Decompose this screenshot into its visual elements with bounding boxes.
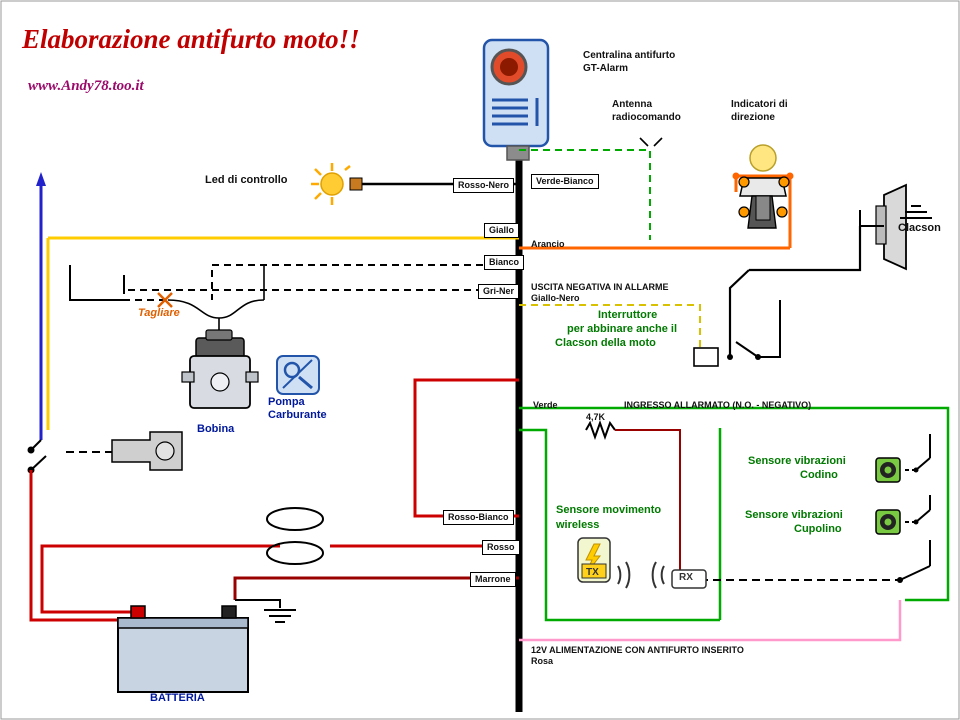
- label-interruttore-line3: Clacson della moto: [555, 337, 656, 349]
- label-sensore-codino-line2: Codino: [800, 469, 838, 481]
- sensor-codino: [876, 458, 930, 482]
- note-uscita-negativa: USCITA NEGATIVA IN ALLARME: [531, 282, 669, 292]
- wire-rosso-bianco: [415, 380, 519, 516]
- label-tx: TX: [586, 567, 599, 578]
- label-pompa-line2: Carburante: [268, 409, 327, 421]
- label-bobina: Bobina: [197, 423, 235, 435]
- control-led: [311, 163, 350, 205]
- wire-bianco: [212, 265, 519, 300]
- page-title: Elaborazione antifurto moto!!: [22, 24, 360, 54]
- label-led-controllo: Led di controllo: [205, 174, 288, 186]
- note-uscita-negativa-color: Giallo-Nero: [531, 293, 580, 303]
- wire-gri-ner: [124, 275, 519, 290]
- wire-tag-rosso-bianco: Rosso-Bianco: [443, 510, 514, 525]
- connector-oval-2: [267, 542, 323, 564]
- note-alimentazione-color: Rosa: [531, 656, 554, 666]
- ignition-switch: [29, 440, 47, 473]
- antenna-radiocomando: [519, 138, 662, 240]
- label-interruttore-line1: Interruttore: [598, 309, 658, 321]
- label-batteria: BATTERIA: [150, 692, 205, 704]
- rf-waves: [618, 562, 664, 588]
- wire-tag-gri-ner: Gri-Ner: [478, 284, 519, 299]
- alarm-control-unit: [484, 40, 548, 160]
- label-pompa-line1: Pompa: [268, 396, 305, 408]
- site-subtitle: www.Andy78.too.it: [28, 78, 144, 94]
- note-alimentazione: 12V ALIMENTAZIONE CON ANTIFURTO INSERITO: [531, 645, 744, 655]
- label-sensore-codino-line1: Sensore vibrazioni: [748, 455, 846, 467]
- label-tagliare: Tagliare: [138, 307, 180, 319]
- label-resistor: 4,7K: [586, 412, 606, 422]
- wire-tag-bianco: Bianco: [484, 255, 524, 270]
- connector-oval-1: [267, 508, 323, 530]
- clacson-switch: [694, 300, 780, 366]
- label-indicatori-line1: Indicatori di: [731, 99, 788, 110]
- label-sensore-movimento-line2: wireless: [556, 519, 600, 531]
- wire-tag-verde: Verde: [533, 400, 558, 410]
- motorcycle-indicators: [739, 145, 789, 228]
- wire-tag-marrone: Marrone: [470, 572, 516, 587]
- label-clacson: Clacson: [898, 222, 941, 234]
- label-sensore-cupolino-line2: Cupolino: [794, 523, 842, 535]
- resistor-4k7: [586, 423, 615, 437]
- wire-tag-rosso: Rosso: [482, 540, 520, 555]
- battery: [118, 606, 248, 692]
- label-centralina-line1: Centralina antifurto: [583, 50, 676, 61]
- sensor-cupolino: [876, 510, 930, 534]
- ground-symbol-battery: [264, 610, 296, 622]
- label-sensore-movimento-line1: Sensore movimento: [556, 504, 662, 516]
- label-rx: RX: [679, 572, 693, 583]
- wire-tag-giallo: Giallo: [484, 223, 519, 238]
- label-antenna-line2: radiocomando: [612, 112, 681, 123]
- label-sensore-cupolino-line1: Sensore vibrazioni: [745, 509, 843, 521]
- ignition-coil: [182, 330, 258, 408]
- fuel-pump-icon: [277, 356, 319, 394]
- wire-tag-rosso-nero: Rosso-Nero: [453, 178, 514, 193]
- label-indicatori-line2: direzione: [731, 112, 775, 123]
- label-centralina-line2: GT-Alarm: [583, 63, 629, 74]
- wire-tag-verde-bianco: Verde-Bianco: [531, 174, 599, 189]
- label-interruttore-line2: per abbinare anche il: [567, 323, 678, 335]
- label-antenna-line1: Antenna: [612, 99, 652, 110]
- wire-tag-arancio: Arancio: [531, 239, 565, 249]
- note-ingresso-allarmato: INGRESSO ALLARMATO (N.O. - NEGATIVO): [624, 400, 812, 410]
